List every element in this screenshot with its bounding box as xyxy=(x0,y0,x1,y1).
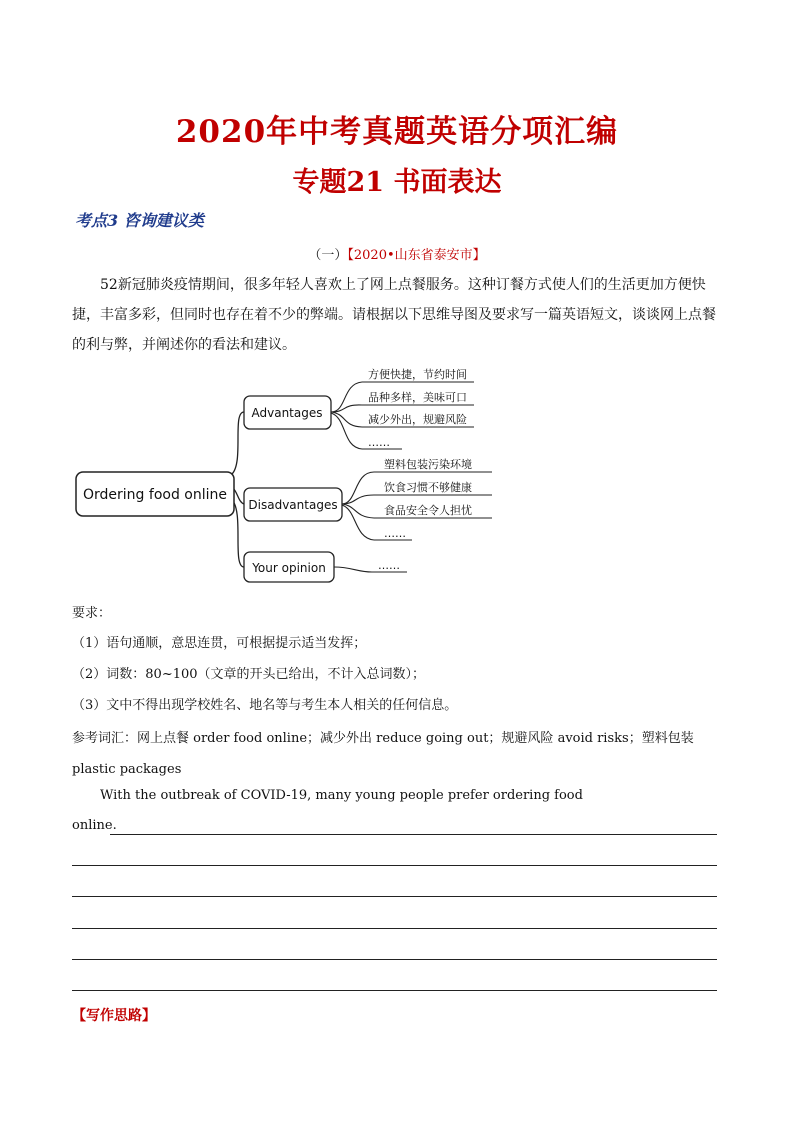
reference-vocab: 参考词汇：网上点餐 order food online；减少外出 reduce going out；规避风险 avoid risks；塑料包装 plastic packages xyxy=(72,731,694,777)
center-node-label: Ordering food online xyxy=(83,487,227,503)
requirement-2: （2）词数：80~100（文章的开头已给出，不计入总词数）； xyxy=(72,667,426,682)
page-subtitle: 专题21 书面表达 xyxy=(292,167,502,198)
page-title: 2020年中考真题英语分项汇编 xyxy=(175,114,619,150)
mind-map xyxy=(72,362,512,592)
requirement-3: （3）文中不得出现学校姓名、地名等与考生本人相关的任何信息。 xyxy=(72,698,458,713)
dis-item-2: 饮食习惯不够健康 xyxy=(384,481,472,494)
branch-opinion-label: Your opinion xyxy=(252,561,326,575)
dis-item-3: 食品安全令人担忧 xyxy=(384,504,472,517)
writing-line-5[interactable] xyxy=(72,959,717,960)
opinion-item-1: …… xyxy=(378,559,400,572)
adv-item-1: 方便快捷，节约时间 xyxy=(368,368,467,381)
adv-item-2: 品种多样，美味可口 xyxy=(368,391,467,404)
connector-advantages xyxy=(232,412,244,474)
writing-line-6[interactable] xyxy=(72,990,717,991)
writing-line-1[interactable] xyxy=(110,834,717,835)
dis-item-1: 塑料包装污染环境 xyxy=(384,458,472,471)
adv-item-4: …… xyxy=(368,436,390,449)
dis-item-4: …… xyxy=(384,527,406,540)
essay-start-continued: online. xyxy=(72,818,117,833)
writing-line-2[interactable] xyxy=(72,865,717,866)
kaodian-heading: 考点3 咨询建议类 xyxy=(75,211,204,230)
branch-disadvantages-label: Disadvantages xyxy=(248,498,338,512)
source-label: 【2020•山东省泰安市】 xyxy=(347,248,486,263)
question-source xyxy=(0,244,794,263)
essay-start: With the outbreak of COVID-19, many young people prefer ordering food xyxy=(100,788,583,803)
branch-advantages-label: Advantages xyxy=(251,406,323,420)
writing-line-4[interactable] xyxy=(72,928,717,929)
adv-item-3: 减少外出，规避风险 xyxy=(368,413,467,426)
requirements-heading: 要求： xyxy=(72,606,112,621)
requirement-1: （1）语句通顺，意思连贯，可根据提示适当发挥； xyxy=(72,636,367,651)
question-intro: 52新冠肺炎疫情期间，很多年轻人喜欢上了网上点餐服务。这种订餐方式使人们的生活更加方便快捷，丰富多彩，但同时也存在着不少的弊端。请根据以下思维导图及要求写一篇英语短文，谈谈网上点餐的利与弊，并阐述你的看法和建议。 xyxy=(72,277,716,353)
question-number: （一） xyxy=(308,248,348,263)
writing-line-3[interactable] xyxy=(72,896,717,897)
writing-tips-heading: 【写作思路】 xyxy=(72,1008,156,1024)
